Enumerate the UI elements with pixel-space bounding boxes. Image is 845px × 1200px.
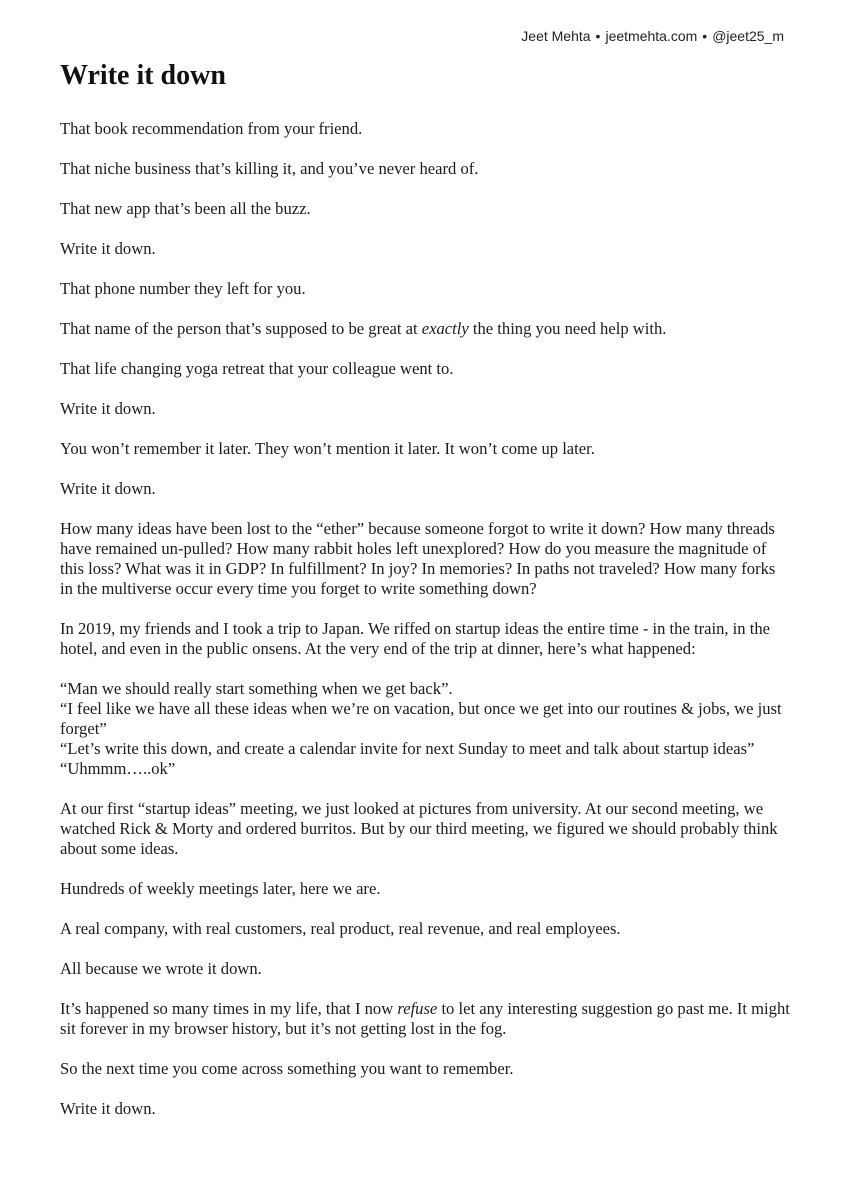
paragraph: That new app that’s been all the buzz. [60,199,311,218]
quote-block [60,679,790,779]
author-name: Jeet Mehta [521,28,591,44]
paragraph-text: to let any interesting suggestion go past me. It might sit forever in my browser history, but it’s not getting lost in the fog. [60,999,790,1038]
paragraph: Hundreds of weekly meetings later, here we are. [60,879,381,898]
emphasis: exactly [421,319,469,338]
article [60,58,790,1139]
social-handle-link[interactable]: @jeet25_m [712,28,784,44]
paragraph [60,319,790,339]
paragraph: Write it down. [60,1099,156,1118]
quote-line: “I feel like we have all these ideas when we’re on vacation, but once we get into our routines & jobs, we just forget” [60,699,782,738]
article-body [60,119,790,1119]
paragraph: You won’t remember it later. They won’t mention it later. It won’t come up later. [60,439,595,458]
paragraph-text: It’s happened so many times in my life, that I now [60,999,398,1018]
website-link[interactable]: jeetmehta.com [605,28,698,44]
paragraph: Write it down. [60,399,156,418]
quote-line: “Let’s write this down, and create a calendar invite for next Sunday to meet and talk about startup ideas” [60,739,755,758]
paragraph: That phone number they left for you. [60,279,306,298]
paragraph-text: That name of the person that’s supposed to be great at [60,319,422,338]
paragraph [60,999,790,1039]
paragraph: A real company, with real customers, real product, real revenue, and real employees. [60,919,621,938]
paragraph: Write it down. [60,239,156,258]
header-separator: • [702,28,708,44]
paragraph: In 2019, my friends and I took a trip to Japan. We riffed on startup ideas the entire time - in the train, in the hotel, and even in the public onsens. At the very end of the trip at dinner, here’s what happened: [60,619,771,658]
quote-line: “Uhmmm…..ok” [60,759,176,778]
quote-line: “Man we should really start something when we get back”. [60,679,453,698]
paragraph: So the next time you come across something you want to remember. [60,1059,514,1078]
paragraph: Write it down. [60,479,156,498]
paragraph: All because we wrote it down. [60,959,262,978]
paragraph: That life changing yoga retreat that your colleague went to. [60,359,454,378]
header-separator: • [595,28,601,44]
emphasis: refuse [397,999,438,1018]
site-header [521,27,784,45]
paragraph: That book recommendation from your friend. [60,119,363,138]
paragraph: At our first “startup ideas” meeting, we just looked at pictures from university. At our second meeting, we watched Rick & Morty and ordered burritos. But by our third meeting, we figured we should probably think about some ideas. [60,799,778,858]
paragraph: How many ideas have been lost to the “ether” because someone forgot to write it down? How many threads have remained un-pulled? How many rabbit holes left unexplored? How do you measure the magnitude of this loss? What was it in GDP? In fulfillment? In joy? In memories? In paths not traveled? How many forks in the multiverse occur every time you forget to write something down? [60,519,776,598]
paragraph-text: the thing you need help with. [468,319,667,338]
paragraph: That niche business that’s killing it, and you’ve never heard of. [60,159,479,178]
page-title: Write it down [60,60,226,91]
